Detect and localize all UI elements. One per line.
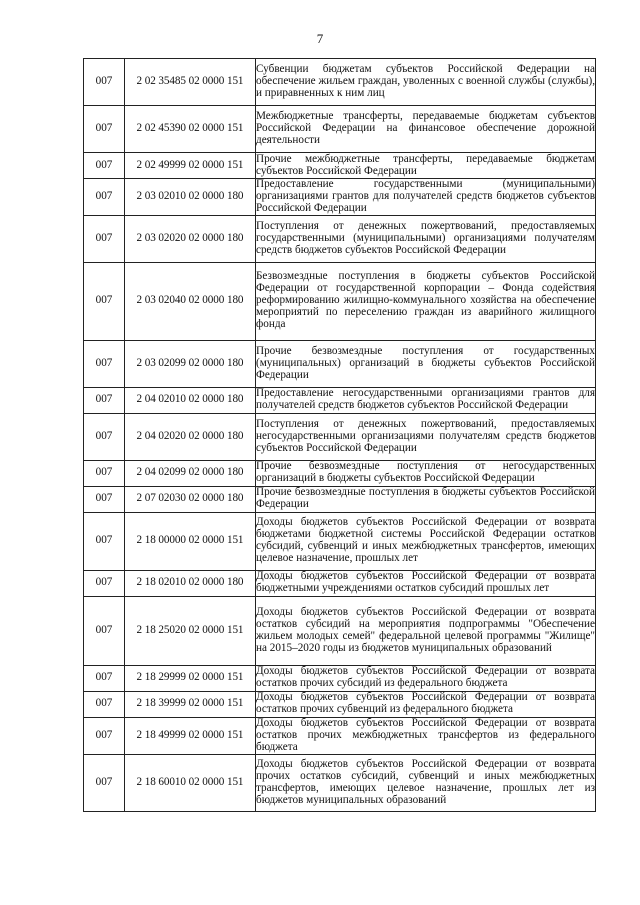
admin-code-cell: 007 — [84, 596, 125, 665]
revenue-name-cell — [256, 460, 596, 486]
revenue-name-text: Прочие безвозмездные поступления от государственных (муниципальных) организаций в бюджеты субъектов Российской Федерации — [256, 344, 595, 381]
revenue-name-text: Безвозмездные поступления в бюджеты субъектов Российской Федерации от государственной корпорации – Фонда содействия реформированию жилищно-коммунального хозяйства на обеспечение мероприятий по переселению граждан из аварийного жилищного фонда — [256, 270, 595, 331]
budget-classification-code-cell: 2 04 02020 02 0000 180 — [125, 413, 256, 460]
revenue-name-text: Межбюджетные трансферты, передаваемые бюджетам субъектов Российской Федерации на финансовое обеспечение дорожной деятельности — [256, 110, 595, 146]
table-row — [84, 691, 596, 717]
admin-code-cell: 007 — [84, 717, 125, 754]
budget-classification-code-cell: 2 02 35485 02 0000 151 — [125, 59, 256, 106]
revenue-name-cell — [256, 340, 596, 387]
table-row — [84, 596, 596, 665]
table-row — [84, 460, 596, 486]
admin-code-cell: 007 — [84, 106, 125, 153]
admin-code-cell: 007 — [84, 387, 125, 413]
table-row — [84, 106, 596, 153]
revenue-name-text: Доходы бюджетов субъектов Российской Федерации от возврата прочих остатков субсидий, субвенций и иных межбюджетных трансфертов, имеющих целевое назначение, прошлых лет из бюджетов муниципальных образований — [256, 757, 595, 806]
admin-code-cell: 007 — [84, 153, 125, 179]
budget-classification-code-cell: 2 02 49999 02 0000 151 — [125, 153, 256, 179]
revenue-name-cell — [256, 665, 596, 691]
table-row — [84, 387, 596, 413]
budget-classification-code-cell: 2 03 02040 02 0000 180 — [125, 262, 256, 340]
table-row — [84, 486, 596, 512]
budget-classification-code-cell: 2 18 02010 02 0000 180 — [125, 570, 256, 596]
revenue-name-cell — [256, 106, 596, 153]
revenue-name-cell — [256, 215, 596, 262]
admin-code-cell: 007 — [84, 179, 125, 216]
revenue-name-text: Субвенции бюджетам субъектов Российской Федерации на обеспечение жильем граждан, уволенных с военной службы (службы), и приравненных к ним лиц — [256, 63, 595, 99]
revenue-name-cell — [256, 413, 596, 460]
revenue-name-cell — [256, 596, 596, 665]
revenue-name-cell — [256, 570, 596, 596]
admin-code-cell: 007 — [84, 460, 125, 486]
admin-code-cell: 007 — [84, 486, 125, 512]
budget-classification-code-cell: 2 04 02010 02 0000 180 — [125, 387, 256, 413]
revenue-name-text: Доходы бюджетов субъектов Российской Федерации от возврата остатков прочих субвенций из федерального бюджета — [256, 691, 595, 716]
table-row — [84, 413, 596, 460]
budget-classification-code-cell: 2 18 39999 02 0000 151 — [125, 691, 256, 717]
revenue-name-text: Доходы бюджетов субъектов Российской Федерации от возврата остатков прочих субсидий из федерального бюджета — [256, 665, 595, 690]
budget-classification-code-cell: 2 03 02010 02 0000 180 — [125, 179, 256, 216]
budget-classification-code-cell: 2 18 49999 02 0000 151 — [125, 717, 256, 754]
admin-code-cell: 007 — [84, 691, 125, 717]
revenue-name-text: Поступления от денежных пожертвований, предоставляемых негосударственными организациями получателям средств бюджетов субъектов Российской Федерации — [256, 417, 595, 454]
revenue-name-text: Доходы бюджетов субъектов Российской Федерации от возврата бюджетами бюджетной системы Российской Федерации остатков субсидий, субвенций и иных межбюджетных трансфертов, имеющих целевое назначение, прошлых лет — [256, 516, 595, 565]
budget-classification-code-cell: 2 02 45390 02 0000 151 — [125, 106, 256, 153]
table-row — [84, 512, 596, 570]
admin-code-cell: 007 — [84, 215, 125, 262]
admin-code-cell: 007 — [84, 262, 125, 340]
admin-code-cell: 007 — [84, 413, 125, 460]
page-number: 7 — [316, 31, 324, 46]
budget-classification-code-cell: 2 03 02020 02 0000 180 — [125, 215, 256, 262]
table-row — [84, 340, 596, 387]
revenue-name-text: Доходы бюджетов субъектов Российской Федерации от возврата остатков прочих межбюджетных трансфертов из федерального бюджета — [256, 716, 595, 753]
revenue-name-cell — [256, 754, 596, 811]
admin-code-cell: 007 — [84, 340, 125, 387]
revenue-name-text: Поступления от денежных пожертвований, предоставляемых государственными (муниципальными) организациями получателям средств бюджетов субъектов Российской Федерации — [256, 219, 595, 256]
admin-code-cell: 007 — [84, 570, 125, 596]
table-row — [84, 179, 596, 216]
revenue-name-cell — [256, 179, 596, 216]
admin-code-cell: 007 — [84, 754, 125, 811]
budget-classification-code-cell: 2 18 29999 02 0000 151 — [125, 665, 256, 691]
table-row — [84, 717, 596, 754]
revenue-name-text: Предоставление негосударственными организациями грантов для получателей средств бюджетов субъектов Российской Федерации — [256, 387, 595, 412]
table-row — [84, 754, 596, 811]
admin-code-cell: 007 — [84, 512, 125, 570]
revenue-name-cell — [256, 153, 596, 179]
revenue-name-cell — [256, 717, 596, 754]
revenue-name-text: Прочие безвозмездные поступления от негосударственных организаций в бюджеты субъектов Российской Федерации — [256, 460, 595, 485]
table-row — [84, 262, 596, 340]
revenue-name-cell — [256, 512, 596, 570]
budget-classification-code-cell: 2 18 00000 02 0000 151 — [125, 512, 256, 570]
revenue-name-cell — [256, 59, 596, 106]
budget-classification-code-cell: 2 04 02099 02 0000 180 — [125, 460, 256, 486]
revenue-name-text: Доходы бюджетов субъектов Российской Федерации от возврата остатков субсидий на мероприятия подпрограммы "Обеспечение жильем молодых семей" федеральной целевой программы "Жилище" на 2015–2020 годы из бюджетов муниципальных образований — [256, 605, 595, 654]
revenue-name-text: Предоставление государственными (муниципальными) организациями грантов для получателей средств бюджетов субъектов Российской Федерации — [256, 178, 595, 214]
admin-code-cell: 007 — [84, 665, 125, 691]
budget-classification-code-cell: 2 18 60010 02 0000 151 — [125, 754, 256, 811]
table-row — [84, 59, 596, 106]
budget-classification-code-cell: 2 03 02099 02 0000 180 — [125, 340, 256, 387]
table-row — [84, 215, 596, 262]
revenue-name-text: Прочие межбюджетные трансферты, передаваемые бюджетам субъектов Российской Федерации — [256, 152, 595, 177]
revenue-name-cell — [256, 486, 596, 512]
revenue-name-cell — [256, 262, 596, 340]
revenue-name-cell — [256, 387, 596, 413]
table-row — [84, 665, 596, 691]
table-row — [84, 153, 596, 179]
budget-classification-code-cell: 2 07 02030 02 0000 180 — [125, 486, 256, 512]
table-row — [84, 570, 596, 596]
budget-classification-code-cell: 2 18 25020 02 0000 151 — [125, 596, 256, 665]
admin-code-cell: 007 — [84, 59, 125, 106]
revenue-name-text: Прочие безвозмездные поступления в бюджеты субъектов Российской Федерации — [256, 486, 595, 511]
revenue-name-cell — [256, 691, 596, 717]
revenue-name-text: Доходы бюджетов субъектов Российской Федерации от возврата бюджетными учреждениями остатков субсидий прошлых лет — [256, 570, 595, 595]
revenue-codes-table — [83, 58, 596, 812]
